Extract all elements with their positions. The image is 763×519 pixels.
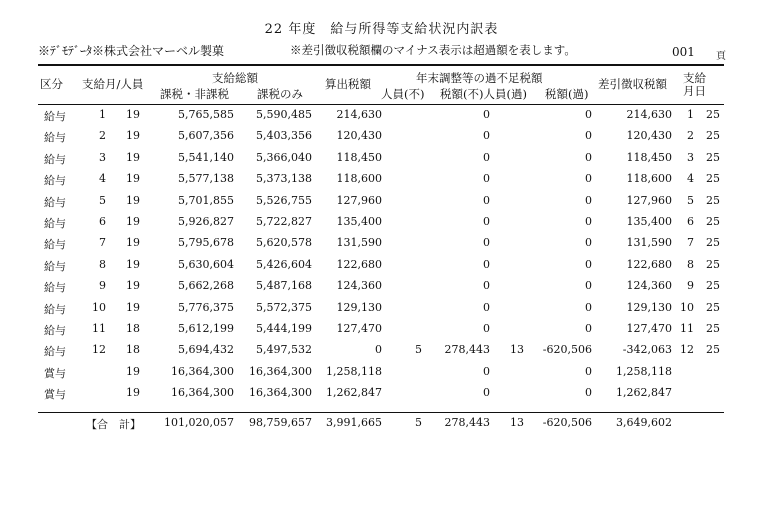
report-title (0, 18, 763, 37)
cell-tax: 0 (375, 343, 382, 357)
cell-people: 19 (126, 279, 140, 293)
cell-total: 16,364,300 (171, 364, 234, 378)
cell-tax: 135,400 (336, 215, 382, 228)
cell-pd: 25 (706, 300, 720, 314)
cell-tax: 129,130 (336, 300, 382, 314)
table-row (0, 129, 763, 149)
cell-month: 10 (92, 300, 106, 314)
cell-taxable: 5,444,199 (256, 322, 312, 335)
cell-kubun: 給与 (44, 302, 66, 316)
cell-kubun: 給与 (44, 110, 66, 123)
header-kubun: 区分 (40, 77, 63, 91)
cell-month: 9 (99, 279, 106, 293)
cell-t-short: 0 (483, 172, 490, 186)
cell-net: 127,960 (626, 193, 672, 207)
cell-taxable: 5,590,485 (256, 108, 312, 121)
cell-people: 19 (126, 108, 140, 121)
header-taxable-only: 課税のみ (257, 87, 303, 101)
cell-month: 12 (92, 343, 106, 357)
cell-total: 5,701,855 (178, 193, 234, 207)
cell-pm: 7 (687, 236, 694, 250)
cell-pd: 25 (706, 108, 720, 121)
cell-t-over: -620,506 (542, 343, 592, 357)
table-row (0, 215, 763, 235)
cell-tax: 120,430 (336, 129, 382, 143)
header-tax-over: 税額(過) (545, 87, 589, 101)
cell-t-over: 0 (585, 172, 592, 186)
table-row (0, 108, 763, 128)
header-total-group: 支給総額 (212, 71, 258, 85)
table-row (0, 194, 763, 214)
cell-taxable: 5,403,356 (256, 129, 312, 143)
cell-people: 19 (126, 257, 140, 271)
cell-t-over: 0 (585, 322, 592, 335)
totals-net-tax: 3,649,602 (616, 416, 672, 429)
cell-month: 6 (99, 215, 106, 228)
cell-t-over: 0 (585, 364, 592, 378)
cell-people: 19 (126, 172, 140, 186)
totals-tax-over: -620,506 (542, 416, 592, 429)
cell-t-over: 0 (585, 300, 592, 314)
cell-tax: 214,630 (336, 108, 382, 121)
cell-taxable: 5,366,040 (256, 150, 312, 164)
cell-pm: 4 (687, 172, 694, 186)
cell-total: 5,607,356 (178, 129, 234, 143)
table-row (0, 279, 763, 299)
cell-t-over: 0 (585, 257, 592, 271)
cell-net: -342,063 (622, 343, 672, 357)
cell-people: 19 (126, 236, 140, 250)
cell-net: 1,258,118 (616, 364, 672, 378)
cell-people: 19 (126, 193, 140, 207)
cell-kubun: 給与 (44, 345, 66, 359)
cell-pm: 5 (687, 193, 694, 207)
header-bottom-rule (38, 104, 724, 105)
page-label: 頁 (716, 51, 726, 62)
cell-pd: 25 (706, 257, 720, 271)
cell-tax: 118,450 (336, 150, 382, 164)
page-number: 001 (672, 45, 695, 59)
cell-taxable: 5,722,827 (256, 215, 312, 228)
cell-pd: 25 (706, 322, 720, 335)
cell-total: 5,662,268 (178, 279, 234, 293)
cell-p-over: 13 (510, 343, 524, 357)
header-taxable-nontaxable: 課税・非課税 (160, 87, 229, 101)
cell-t-over: 0 (585, 386, 592, 400)
cell-tax: 122,680 (336, 257, 382, 271)
cell-taxable: 5,487,168 (256, 279, 312, 293)
cell-pd: 25 (706, 215, 720, 228)
cell-kubun: 給与 (44, 259, 66, 273)
cell-net: 124,360 (626, 279, 672, 293)
cell-pm: 10 (680, 300, 694, 314)
cell-month: 5 (99, 193, 106, 207)
cell-pm: 8 (687, 257, 694, 271)
header-people-short: 人員(不) (381, 87, 425, 101)
cell-total: 5,577,138 (178, 172, 234, 186)
cell-total: 5,630,604 (178, 257, 234, 271)
cell-people: 18 (126, 322, 140, 335)
header-month-people: 支給月/人員 (82, 77, 144, 91)
cell-people: 18 (126, 343, 140, 357)
totals-total: 101,020,057 (164, 416, 234, 429)
cell-pm: 12 (680, 343, 694, 357)
minus-note: ※差引徴収税額欄のマイナス表示は超過額を表します。 (290, 43, 576, 57)
cell-pm: 9 (687, 279, 694, 293)
cell-month: 3 (99, 150, 106, 164)
cell-t-short: 0 (483, 193, 490, 207)
cell-total: 5,541,140 (178, 150, 234, 164)
cell-pm: 11 (680, 322, 694, 335)
header-net-tax: 差引徴収税額 (598, 77, 667, 91)
header-year-end-group: 年末調整等の過不足税額 (416, 71, 543, 85)
cell-kubun: 給与 (44, 324, 66, 337)
cell-kubun: 給与 (44, 131, 66, 145)
cell-taxable: 16,364,300 (249, 364, 312, 378)
cell-kubun: 給与 (44, 174, 66, 188)
title-text: 年度 給与所得等支給状況内訳表 (288, 22, 499, 37)
cell-pd: 25 (706, 236, 720, 250)
cell-people: 19 (126, 150, 140, 164)
table-row (0, 386, 763, 406)
cell-kubun: 給与 (44, 238, 66, 252)
header-top-rule (38, 64, 724, 66)
cell-tax: 1,258,118 (326, 364, 382, 378)
table-row (0, 236, 763, 256)
totals-tax-short: 278,443 (444, 416, 490, 429)
cell-kubun: 賞与 (44, 388, 66, 402)
table-row (0, 172, 763, 192)
cell-t-over: 0 (585, 193, 592, 207)
cell-t-short: 0 (483, 300, 490, 314)
totals-row (0, 416, 763, 436)
cell-t-over: 0 (585, 236, 592, 250)
cell-net: 1,262,847 (616, 386, 672, 400)
cell-t-short: 0 (483, 322, 490, 335)
company-name: ※ﾃﾞﾓﾃﾞｰﾀ※株式会社マーベル製菓 (38, 44, 225, 58)
totals-people-over: 13 (510, 416, 524, 429)
cell-total: 5,926,827 (178, 215, 234, 228)
cell-t-over: 0 (585, 108, 592, 121)
cell-t-short: 0 (483, 215, 490, 228)
table-row (0, 365, 763, 385)
cell-t-short: 0 (483, 236, 490, 250)
cell-total: 5,776,375 (178, 300, 234, 314)
cell-t-short: 0 (483, 279, 490, 293)
cell-total: 5,795,678 (178, 236, 234, 250)
header-pay-date-1: 支給 (683, 71, 706, 85)
cell-tax: 1,262,847 (326, 386, 382, 400)
cell-month: 8 (99, 257, 106, 271)
cell-t-over: 0 (585, 150, 592, 164)
cell-total: 5,765,585 (178, 108, 234, 121)
cell-taxable: 5,526,755 (256, 193, 312, 207)
cell-taxable: 5,497,532 (256, 343, 312, 357)
cell-t-over: 0 (585, 279, 592, 293)
cell-tax: 127,470 (336, 322, 382, 335)
cell-total: 5,612,199 (178, 322, 234, 335)
totals-people-short: 5 (415, 416, 422, 429)
cell-pm: 3 (687, 150, 694, 164)
cell-net: 135,400 (626, 215, 672, 228)
cell-taxable: 5,620,578 (256, 236, 312, 250)
cell-pm: 2 (687, 129, 694, 143)
cell-pm: 1 (687, 108, 694, 121)
table-row (0, 322, 763, 342)
cell-kubun: 給与 (44, 217, 66, 230)
table-row (0, 258, 763, 278)
cell-tax: 131,590 (336, 236, 382, 250)
cell-taxable: 5,572,375 (256, 300, 312, 314)
cell-taxable: 5,373,138 (256, 172, 312, 186)
cell-t-over: 0 (585, 215, 592, 228)
table-row (0, 151, 763, 171)
cell-people: 19 (126, 386, 140, 400)
cell-month: 1 (99, 108, 106, 121)
cell-pd: 25 (706, 279, 720, 293)
cell-t-over: 0 (585, 129, 592, 143)
cell-pd: 25 (706, 129, 720, 143)
cell-pd: 25 (706, 343, 720, 357)
fiscal-year: 22 (264, 22, 284, 37)
cell-people: 19 (126, 129, 140, 143)
cell-net: 120,430 (626, 129, 672, 143)
header-pay-date-2: 月日 (683, 84, 706, 98)
cell-taxable: 16,364,300 (249, 386, 312, 400)
cell-net: 127,470 (626, 322, 672, 335)
cell-net: 118,450 (626, 150, 672, 164)
cell-kubun: 給与 (44, 152, 66, 166)
cell-pd: 25 (706, 150, 720, 164)
cell-net: 129,130 (626, 300, 672, 314)
cell-people: 19 (126, 215, 140, 228)
cell-net: 118,600 (626, 172, 672, 186)
cell-tax: 127,960 (336, 193, 382, 207)
cell-month: 11 (92, 322, 106, 335)
cell-total: 16,364,300 (171, 386, 234, 400)
cell-p-short: 5 (415, 343, 422, 357)
cell-tax: 118,600 (336, 172, 382, 186)
cell-kubun: 給与 (44, 281, 66, 295)
totals-taxable: 98,759,657 (249, 416, 312, 429)
totals-tax: 3,991,665 (326, 416, 382, 429)
header-computed-tax: 算出税額 (325, 77, 371, 91)
cell-people: 19 (126, 364, 140, 378)
cell-pd: 25 (706, 193, 720, 207)
cell-t-short: 0 (483, 150, 490, 164)
cell-t-short: 0 (483, 386, 490, 400)
cell-t-short: 0 (483, 108, 490, 121)
cell-month: 4 (99, 172, 106, 186)
cell-pm: 6 (687, 215, 694, 228)
cell-kubun: 給与 (44, 195, 66, 209)
cell-month: 2 (99, 129, 106, 143)
totals-label: 【合 計】 (86, 418, 141, 431)
cell-month: 7 (99, 236, 106, 250)
cell-net: 131,590 (626, 236, 672, 250)
cell-net: 214,630 (626, 108, 672, 121)
cell-net: 122,680 (626, 257, 672, 271)
cell-taxable: 5,426,604 (256, 257, 312, 271)
table-row (0, 343, 763, 363)
cell-t-short: 0 (483, 129, 490, 143)
table-row (0, 301, 763, 321)
cell-t-short: 0 (483, 364, 490, 378)
cell-t-short: 0 (483, 257, 490, 271)
cell-kubun: 賞与 (44, 366, 66, 380)
cell-total: 5,694,432 (178, 343, 234, 357)
cell-tax: 124,360 (336, 279, 382, 293)
cell-people: 19 (126, 300, 140, 314)
header-tax-short-people-over: 税額(不)人員(過) (440, 87, 527, 101)
cell-pd: 25 (706, 172, 720, 186)
totals-rule (38, 412, 724, 413)
cell-t-short: 278,443 (444, 343, 490, 357)
